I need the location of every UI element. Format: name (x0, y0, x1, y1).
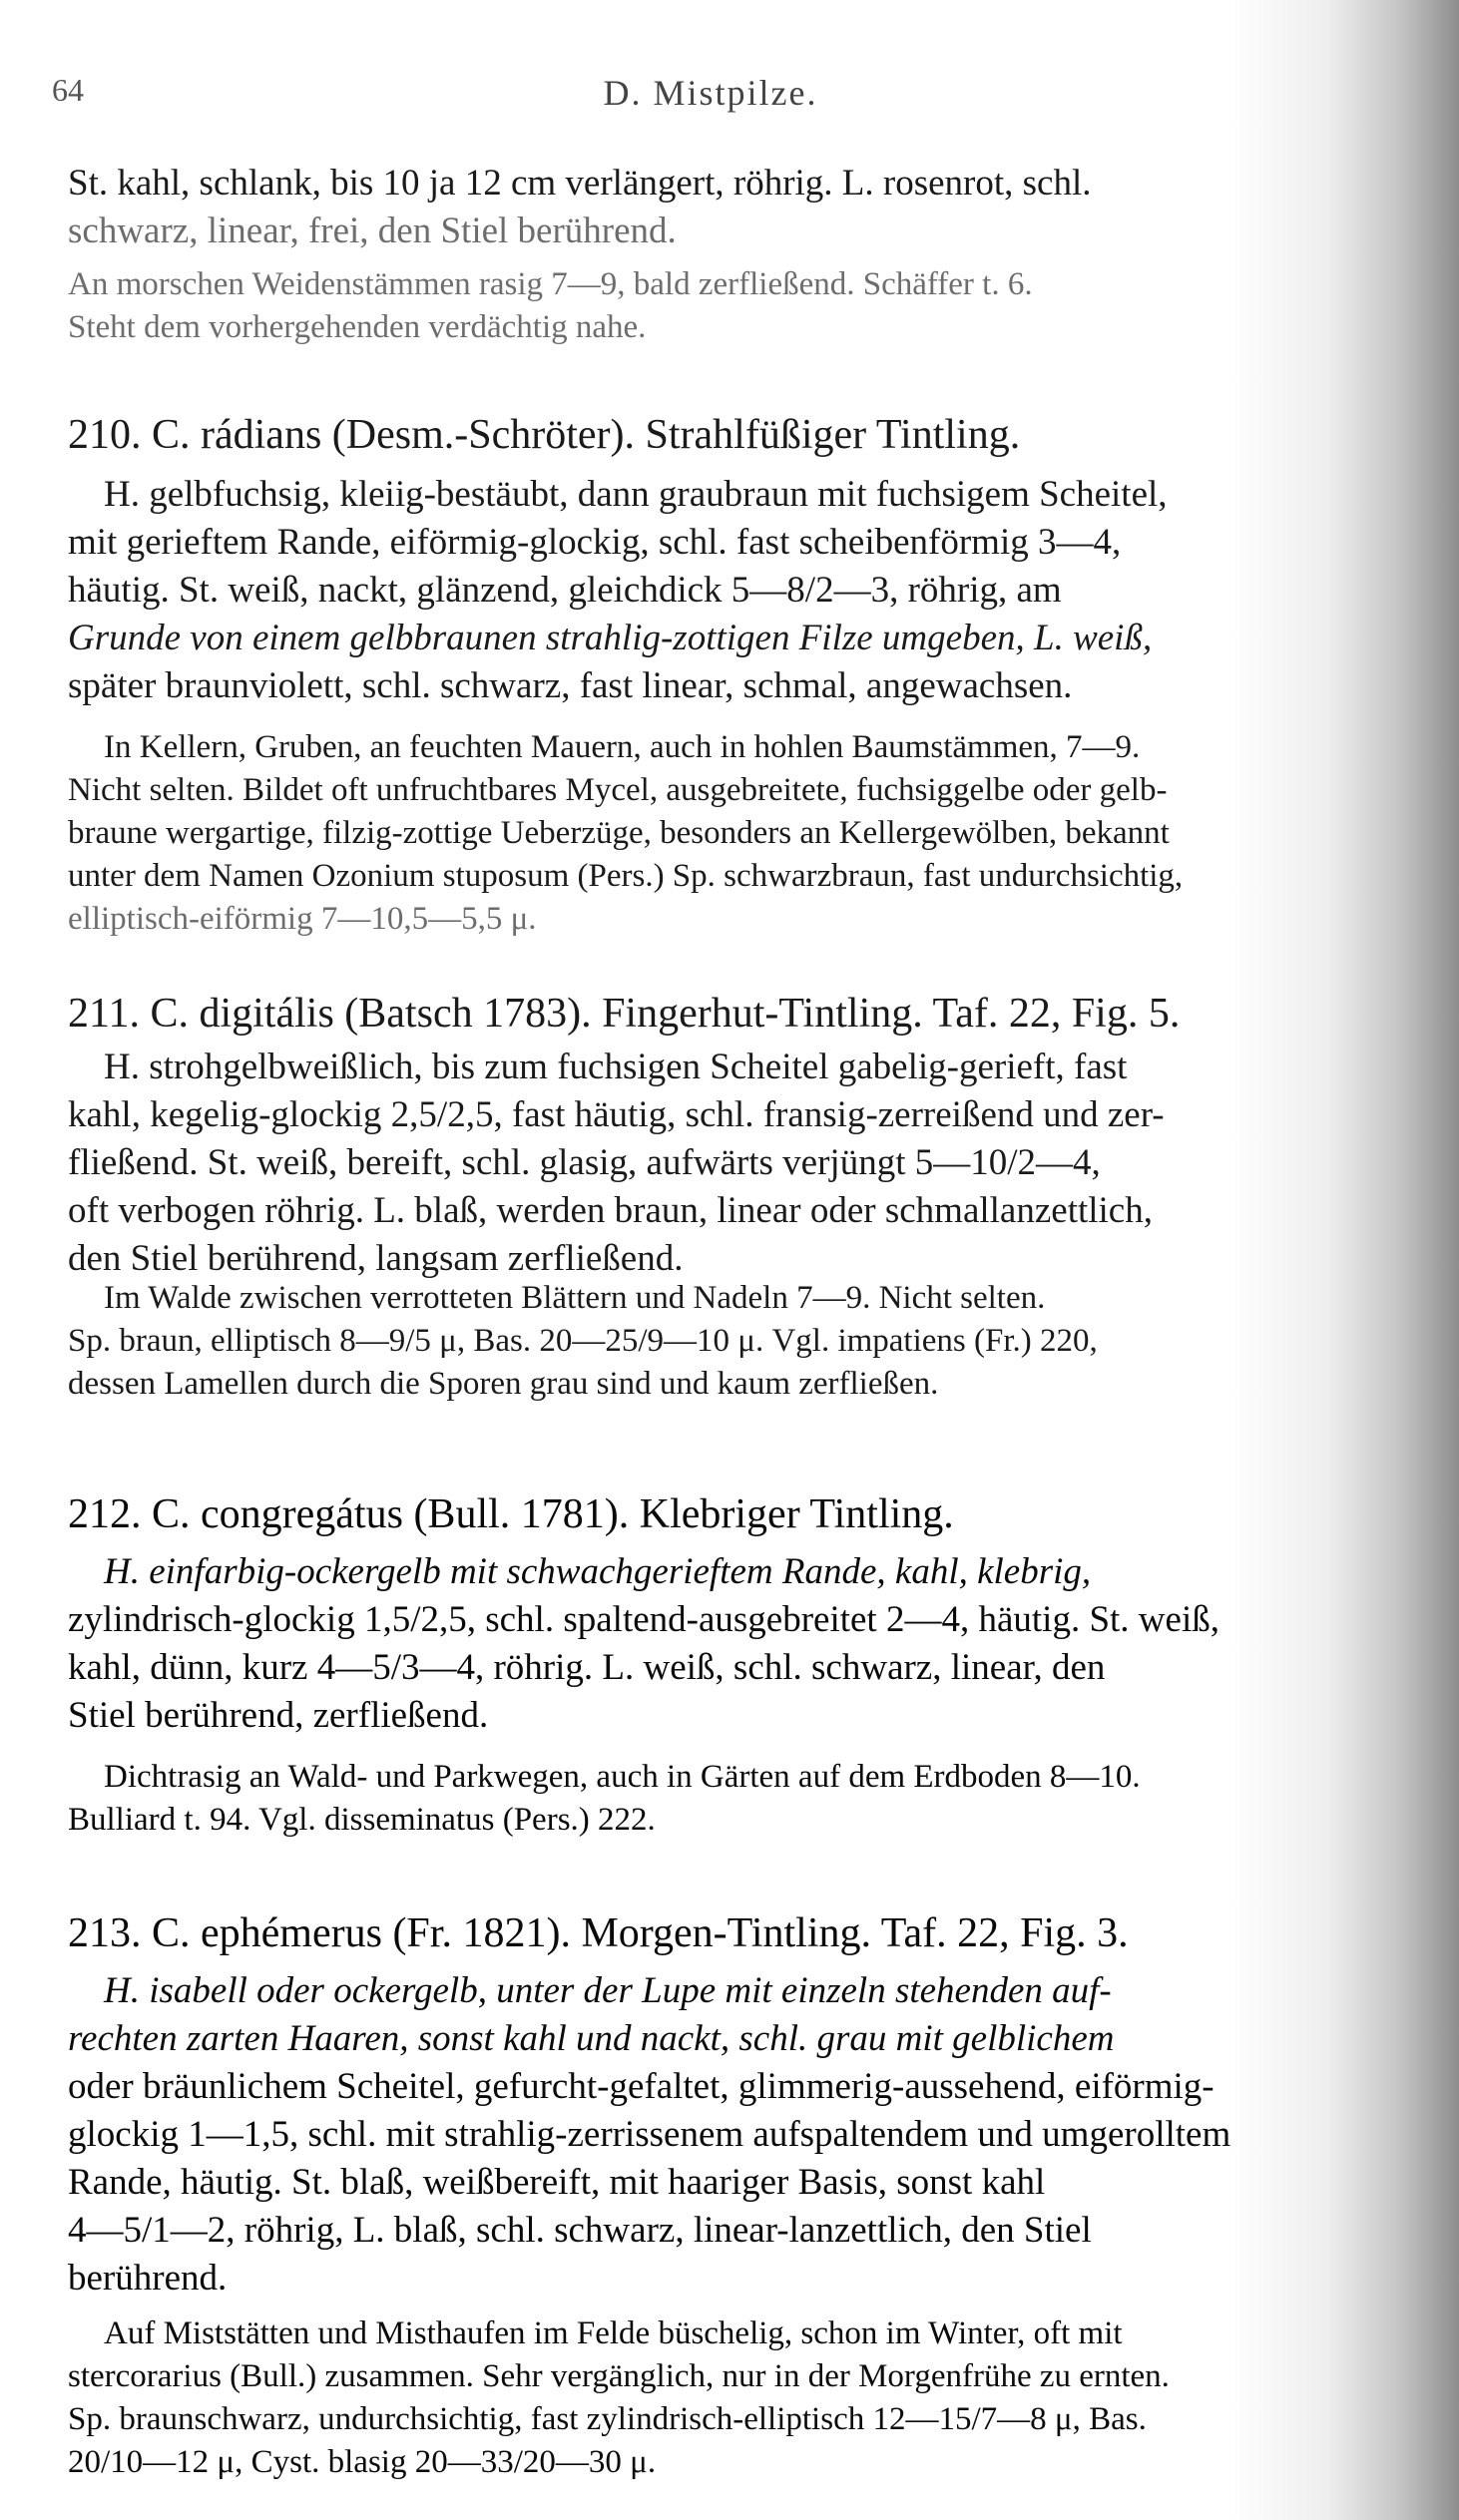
note-line: dessen Lamellen durch die Sporen grau sind und kaum zerfließen. (68, 1366, 939, 1402)
text-line: H. einfarbig-ockergelb mit schwachgerieftem Rande, kahl, klebrig, (104, 1551, 1092, 1592)
entry-213-description (68, 1967, 1403, 2303)
text-line: H. strohgelbweißlich, bis zum fuchsigen Scheitel gabelig-gerieft, fast (104, 1047, 1128, 1087)
text-line: Grunde von einem gelbbraunen strahlig-zottigen Filze umgeben, L. weiß, (68, 618, 1153, 658)
entry-210 (68, 407, 1403, 463)
note-line: In Kellern, Gruben, an feuchten Mauern, auch in hohlen Baumstämmen, 7—9. (104, 729, 1141, 765)
intro-description (68, 160, 1403, 255)
text-line: berührend. (68, 2258, 228, 2299)
entry-212 (68, 1486, 1403, 1542)
entry-heading: 213. C. ephémerus (Fr. 1821). Morgen-Tintling. Taf. 22, Fig. 3. (68, 1910, 1129, 1956)
note-line: unter dem Namen Ozonium stuposum (Pers.) Sp. schwarzbraun, fast undurchsichtig, (68, 858, 1184, 894)
text-line: Rande, häutig. St. blaß, weißbereift, mit haariger Basis, sonst kahl (68, 2162, 1046, 2203)
entry-211 (68, 986, 1403, 1042)
note-line: Steht dem vorhergehenden verdächtig nahe. (68, 309, 647, 345)
text-line: den Stiel berührend, langsam zerfließend. (68, 1238, 684, 1279)
text-line: oder bräunlichem Scheitel, gefurcht-gefaltet, glimmerig-aussehend, eiförmig- (68, 2066, 1215, 2107)
note-line: Nicht selten. Bildet oft unfruchtbares Mycel, ausgebreitete, fuchsiggelbe oder gelb- (68, 772, 1168, 808)
text-line: 4—5/1—2, röhrig, L. blaß, schl. schwarz, linear-lanzettlich, den Stiel (68, 2210, 1092, 2251)
text-line: später braunviolett, schl. schwarz, fast linear, schmal, angewachsen. (68, 665, 1073, 706)
text-line: glockig 1—1,5, schl. mit strahlig-zerrissenem aufspaltendem und umgerolltem (68, 2114, 1231, 2155)
entry-heading: 212. C. congregátus (Bull. 1781). Klebriger Tintling. (68, 1491, 954, 1537)
note-line: An morschen Weidenstämmen rasig 7—9, bald zerfließend. Schäffer t. 6. (68, 266, 1033, 302)
entry-213 (68, 1905, 1403, 1961)
entry-210-description (68, 471, 1403, 710)
note-line: Sp. braunschwarz, undurchsichtig, fast zylindrisch-elliptisch 12—15/7—8 μ, Bas. (68, 2401, 1147, 2437)
page-number: 64 (52, 72, 84, 108)
text-line: kahl, kegelig-glockig 2,5/2,5, fast häutig, schl. fransig-zerreißend und zer- (68, 1094, 1165, 1135)
entry-211-description (68, 1044, 1403, 1283)
page-header (52, 72, 1369, 122)
text-line: Stiel berührend, zerfließend. (68, 1695, 489, 1736)
text-line: oft verbogen röhrig. L. blaß, werden braun, linear oder schmallanzettlich, (68, 1190, 1153, 1231)
note-line: elliptisch-eiförmig 7—10,5—5,5 μ. (68, 901, 537, 937)
entry-210-note (68, 726, 1403, 941)
entry-211-note (68, 1277, 1403, 1406)
entry-heading: 211. C. digitális (Batsch 1783). Fingerhut-Tintling. Taf. 22, Fig. 5. (68, 991, 1181, 1037)
entry-212-note (68, 1756, 1403, 1842)
text-line: rechten zarten Haaren, sonst kahl und nackt, schl. grau mit gelblichem (68, 2018, 1115, 2059)
entry-heading: 210. C. rádians (Desm.-Schröter). Strahlfüßiger Tintling. (68, 412, 1021, 458)
text-line: fließend. St. weiß, bereift, schl. glasig, aufwärts verjüngt 5—10/2—4, (68, 1142, 1101, 1183)
text-line: H. isabell oder ockergelb, unter der Lupe mit einzeln stehenden auf- (104, 1970, 1112, 2011)
running-head: D. Mistpilze. (603, 73, 818, 113)
note-line: braune wergartige, filzig-zottige Ueberzüge, besonders an Kellergewölben, bekannt (68, 815, 1170, 851)
note-line: Dichtrasig an Wald- und Parkwegen, auch in Gärten auf dem Erdboden 8—10. (104, 1759, 1141, 1795)
text-line: mit gerieftem Rande, eiförmig-glockig, schl. fast scheibenförmig 3—4, (68, 522, 1122, 563)
text-line: schwarz, linear, frei, den Stiel berührend. (68, 210, 677, 251)
entry-213-note (68, 2312, 1403, 2484)
note-line: Sp. braun, elliptisch 8—9/5 μ, Bas. 20—25/9—10 μ. Vgl. impatiens (Fr.) 220, (68, 1323, 1098, 1359)
note-line: Bulliard t. 94. Vgl. disseminatus (Pers.) 222. (68, 1802, 656, 1838)
text-line: St. kahl, schlank, bis 10 ja 12 cm verlängert, röhrig. L. rosenrot, schl. (68, 163, 1092, 204)
entry-212-description (68, 1548, 1403, 1740)
note-line: 20/10—12 μ, Cyst. blasig 20—33/20—30 μ. (68, 2444, 657, 2480)
note-line: Auf Miststätten und Misthaufen im Felde büschelig, schon im Winter, oft mit (104, 2315, 1123, 2351)
note-line: Im Walde zwischen verrotteten Blättern und Nadeln 7—9. Nicht selten. (104, 1280, 1046, 1316)
note-line: stercorarius (Bull.) zusammen. Sehr vergänglich, nur in der Morgenfrühe zu ernten. (68, 2358, 1170, 2394)
intro-note (68, 263, 1403, 349)
text-line: kahl, dünn, kurz 4—5/3—4, röhrig. L. weiß, schl. schwarz, linear, den (68, 1647, 1106, 1688)
text-line: H. gelbfuchsig, kleiig-bestäubt, dann graubraun mit fuchsigem Scheitel, (104, 474, 1168, 515)
text-line: häutig. St. weiß, nackt, glänzend, gleichdick 5—8/2—3, röhrig, am (68, 570, 1062, 611)
text-line: zylindrisch-glockig 1,5/2,5, schl. spaltend-ausgebreitet 2—4, häutig. St. weiß, (68, 1599, 1219, 1640)
